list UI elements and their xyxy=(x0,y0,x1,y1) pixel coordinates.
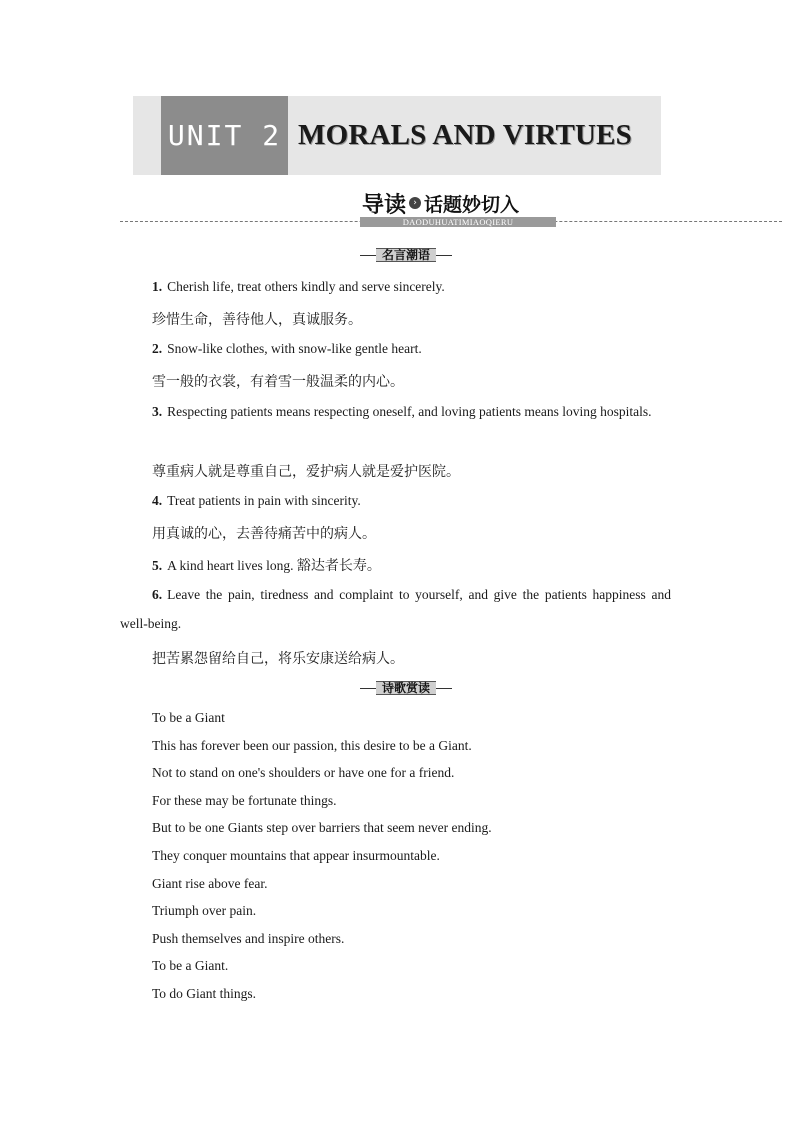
quote-5-zh: 豁达者长寿。 xyxy=(296,558,381,574)
quote-6-zh: 把苦累怨留给自己，将乐安康送给病人。 xyxy=(152,651,404,667)
poem-line: To be a Giant. xyxy=(152,958,229,973)
quote-3-zh: 尊重病人就是尊重自己，爱护病人就是爱护医院。 xyxy=(152,464,460,480)
poem-line: Push themselves and inspire others. xyxy=(152,931,345,946)
quotes-subheading xyxy=(360,248,452,262)
poem-subheading xyxy=(360,681,452,695)
quote-4-zh: 用真诚的心，去善待痛苦中的病人。 xyxy=(152,526,376,542)
poem-line: They conquer mountains that appear insurmountable. xyxy=(152,848,440,863)
quote-1-zh: 珍惜生命，善待他人，真诚服务。 xyxy=(152,312,362,328)
unit-title: MORALS AND VIRTUES xyxy=(298,119,632,151)
poem-line: But to be one Giants step over barriers that seem never ending. xyxy=(152,820,492,835)
quote-2-en: 2. Snow-like clothes, with snow-like gentle heart. xyxy=(152,341,422,356)
quote-5: 5. A kind heart lives long. 豁达者长寿。 xyxy=(152,558,381,574)
guide-heading xyxy=(362,188,519,218)
subheading-rule-right xyxy=(436,688,452,689)
poem-line: For these may be fortunate things. xyxy=(152,793,337,808)
subheading-rule-left xyxy=(360,255,376,256)
chevron-right-icon: › xyxy=(409,197,421,209)
guide-heading-main: 导读 xyxy=(362,192,407,218)
quote-1-en: 1. Cherish life, treat others kindly and serve sincerely. xyxy=(152,279,445,294)
poem-line: Not to stand on one's shoulders or have one for a friend. xyxy=(152,765,455,780)
poem-line: This has forever been our passion, this desire to be a Giant. xyxy=(152,738,472,753)
unit-banner xyxy=(133,96,661,175)
quote-3-en: 3. Respecting patients means respecting oneself, and loving patients means loving hospitals. xyxy=(152,404,652,419)
poem-line: To do Giant things. xyxy=(152,986,257,1001)
poem-subheading-label: 诗歌赏读 xyxy=(376,681,436,695)
poem-line: To be a Giant xyxy=(152,710,225,725)
quote-2-zh: 雪一般的衣裳，有着雪一般温柔的内心。 xyxy=(152,374,404,390)
subheading-rule-right xyxy=(436,255,452,256)
poem-line: Giant rise above fear. xyxy=(152,876,268,891)
subheading-rule-left xyxy=(360,688,376,689)
quotes-subheading-label: 名言潮语 xyxy=(376,248,436,262)
quote-6-en: 6. Leave the pain, tiredness and complaint to yourself, and give the patients happiness and well-being. xyxy=(120,587,671,631)
unit-label-box xyxy=(161,96,288,175)
poem-line: Triumph over pain. xyxy=(152,903,257,918)
guide-heading-sub: 话题妙切入 xyxy=(424,193,520,216)
guide-pinyin-strip: DAODUHUATIMIAOQIERU xyxy=(360,217,556,227)
quote-4-en: 4. Treat patients in pain with sincerity. xyxy=(152,493,361,508)
unit-label: UNIT 2 xyxy=(167,119,282,152)
